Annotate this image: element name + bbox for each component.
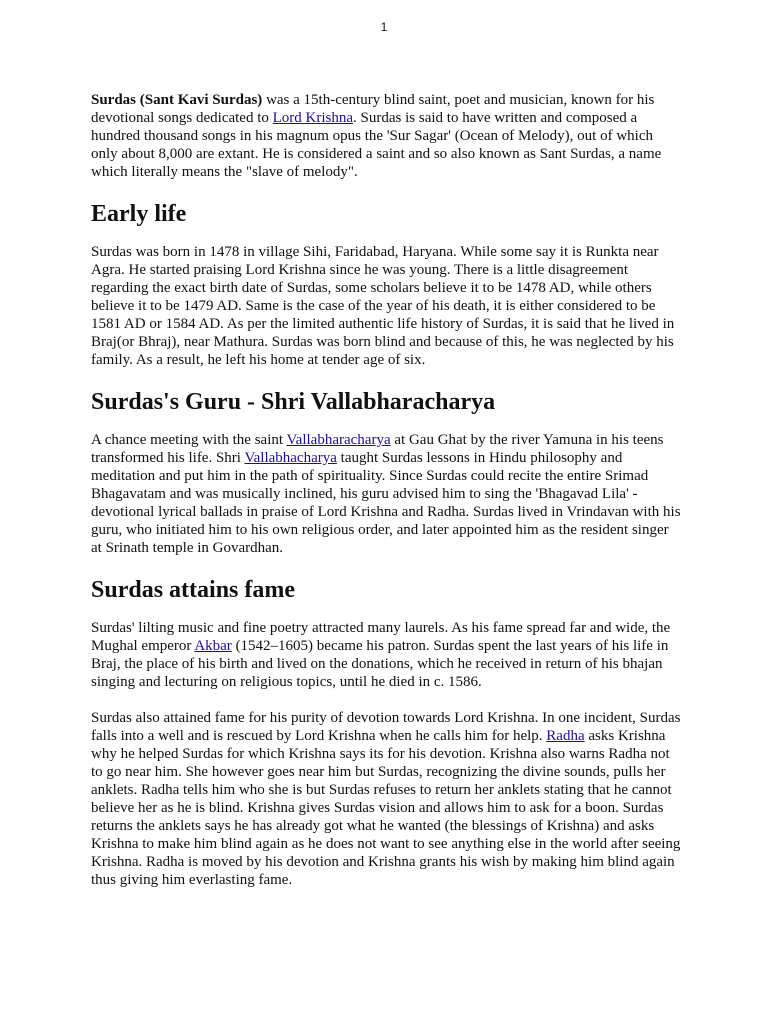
early-life-heading: Early life (91, 201, 187, 227)
guru-heading: Surdas's Guru - Shri Vallabharacharya (91, 389, 496, 415)
guru-text-2: at Gau Ghat by the river Yamuna in his teens transformed his life. Shri (91, 432, 664, 466)
page-number: 1 (380, 20, 388, 34)
guru-text-1: A chance meeting with the saint (91, 432, 287, 448)
fame-p2-text-2: asks Krishna why he helped Surdas for which Krishna says its for his devotion. Krishna also warns Radha not to go near him. She however goes near him but Surdas, recognizing the divine sounds, pulls her anklets. Radha tells him who she is but Surdas refuses to return her anklets stating that he cannot believe her as he is blind. Krishna gives Surdas vision and allows him to ask for a boon. Surdas returns the anklets says he has already got what he wanted (the blessings of Krishna) and asks Krishna to make him blind again as he does not want to see anything else in the world after seeing Krishna. Radha is moved by his devotion and Krishna grants his wish by making him blind again thus giving him everlasting fame. (91, 728, 681, 888)
fame-paragraph-1 (91, 619, 683, 691)
guru-text-3: taught Surdas lessons in Hindu philosophy and meditation and put him in the path of spirituality. Since Surdas could recite the entire Srimad Bhagavatam and was musically inclined, his guru advised him to sing the 'Bhagavad Lila' - devotional lyrical ballads in praise of Lord Krishna and Radha. Surdas lived in Vrindavan with his guru, who initiated him to his own religious order, and later appointed him as the resident singer at Srinath temple in Govardhan. (91, 450, 681, 556)
fame-p2-text-1: Surdas also attained fame for his purity of devotion towards Lord Krishna. In one incident, Surdas falls into a well and is rescued by Lord Krishna when he calls him for help. (91, 710, 681, 744)
link-lord-krishna[interactable]: Lord Krishna (272, 110, 354, 126)
guru-paragraph (91, 431, 683, 557)
link-vallabhacharya[interactable]: Vallabhacharya (244, 450, 337, 466)
fame-heading: Surdas attains fame (91, 577, 296, 603)
fame-paragraph-2 (91, 709, 683, 889)
link-vallabharacharya[interactable]: Vallabharacharya (286, 432, 391, 448)
intro-text-2: . Surdas is said to have written and composed a hundred thousand songs in his magnum opus the 'Sur Sagar' (Ocean of Melody), out of which only about 8,000 are extant. He is considered a saint and so also known as Sant Surdas, a name which literally means the "slave of melody". (91, 110, 662, 180)
guru-heading-block (91, 387, 683, 417)
fame-p1-text-1: Surdas' lilting music and fine poetry attracted many laurels. As his fame spread far and wide, the Mughal emperor (91, 620, 671, 654)
intro-text-1: was a 15th-century blind saint, poet and musician, known for his devotional songs dedicated to (91, 92, 655, 126)
early-life-heading-block (91, 199, 683, 229)
link-radha[interactable]: Radha (546, 728, 585, 744)
link-akbar[interactable]: Akbar (194, 638, 232, 654)
intro-paragraph (91, 91, 683, 181)
early-life-paragraph: Surdas was born in 1478 in village Sihi, Faridabad, Haryana. While some say it is Runkta near Agra. He started praising Lord Krishna since he was young. There is a little disagreement regarding the exact birth date of Surdas, some scholars believe it to be 1478 AD, while others believe it to be 1479 AD. Same is the case of the year of his death, it is either considered to be 1581 AD or 1584 AD. As per the limited authentic life history of Surdas, it is said that he lived in Braj(or Bhraj), near Mathura. Surdas was born blind and because of this, he was neglected by his family. As a result, he left his home at tender age of six. (91, 244, 675, 368)
document-content (91, 91, 683, 907)
intro-bold-name: Surdas (Sant Kavi Surdas) (91, 92, 263, 108)
fame-p1-text-2: (1542–1605) became his patron. Surdas spent the last years of his life in Braj, the place of his birth and lived on the donations, which he received in return of his bhajan singing and lecturing on religious topics, until he died in c. 1586. (91, 638, 669, 690)
fame-heading-block (91, 575, 683, 605)
